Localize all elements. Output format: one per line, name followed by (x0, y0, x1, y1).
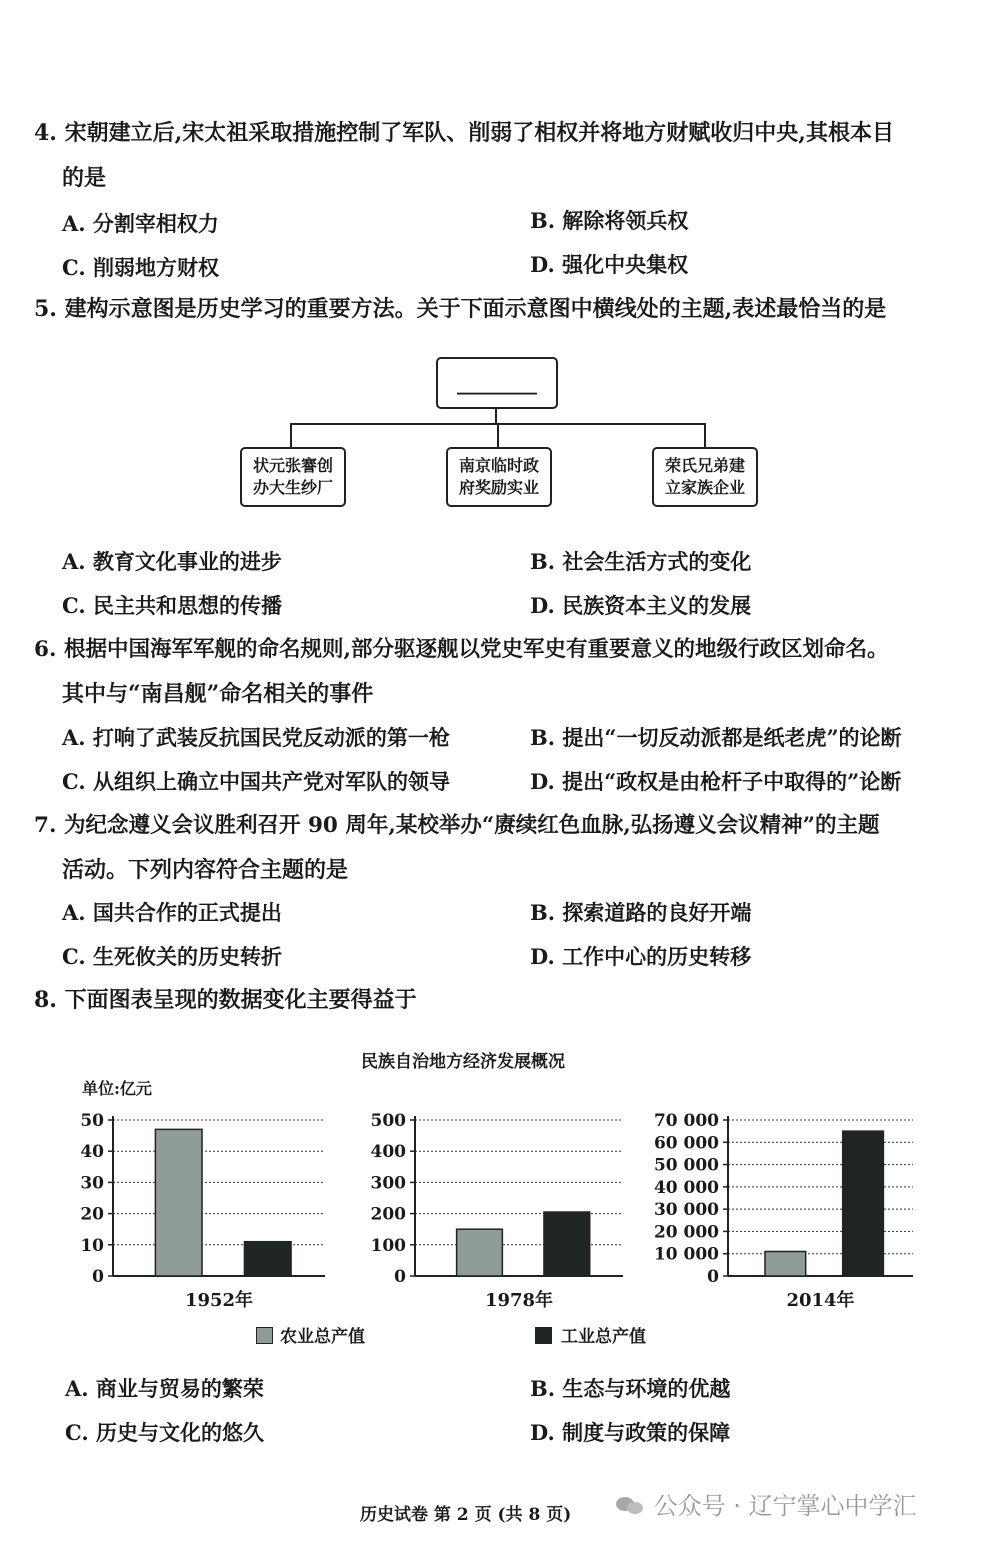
diagram-connector (497, 423, 499, 448)
option-4a[interactable]: A. 分割宰相权力 (62, 211, 219, 236)
diagram-root-box (436, 357, 558, 409)
chart-title: 民族自治地方经济发展概况 (361, 1052, 565, 1072)
y-tick-label: 20 (80, 1204, 104, 1225)
diagram-connector (495, 407, 497, 424)
bar-agriculture (765, 1251, 806, 1276)
option-7d[interactable]: D. 工作中心的历史转移 (530, 944, 752, 969)
option-7b[interactable]: B. 探索道路的良好开端 (530, 900, 752, 925)
bar-industry (244, 1242, 291, 1276)
y-tick-label: 60 000 (653, 1133, 719, 1154)
question-4-stem-line-2: 的是 (62, 165, 107, 191)
question-8-stem-line-1 (34, 985, 417, 1015)
option-4c[interactable]: C. 削弱地方财权 (62, 255, 219, 280)
question-number: 5. (34, 296, 57, 322)
option-6b[interactable]: B. 提出“一切反动派都是纸老虎”的论断 (530, 725, 902, 750)
question-number: 6. (34, 637, 57, 662)
y-tick-label: 10 (80, 1235, 104, 1256)
question-6-stem-line-2: 其中与“南昌舰”命名相关的事件 (62, 681, 374, 707)
option-5d[interactable]: D. 民族资本主义的发展 (530, 593, 752, 618)
x-axis-label: 1952年 (184, 1290, 254, 1311)
bar-industry (843, 1131, 884, 1276)
question-stem-text: 为纪念遵义会议胜利召开 90 周年,某校举办“赓续红色血脉,弘扬遵义会议精神”的主题 (63, 813, 880, 838)
option-5b[interactable]: B. 社会生活方式的变化 (530, 549, 752, 574)
diagram-connector (290, 423, 292, 448)
option-6a[interactable]: A. 打响了武装反抗国民党反动派的第一枪 (62, 725, 450, 750)
x-axis-label: 2014年 (786, 1290, 855, 1311)
option-4b[interactable]: B. 解除将领兵权 (530, 208, 689, 233)
y-tick-label: 50 (80, 1111, 104, 1131)
option-7c[interactable]: C. 生死攸关的历史转折 (62, 944, 282, 969)
y-tick-label: 500 (370, 1111, 406, 1131)
legend-label-agriculture: 农业总产值 (280, 1327, 365, 1347)
question-stem-text: 下面图表呈现的数据变化主要得益于 (64, 987, 417, 1013)
y-tick-label: 30 000 (653, 1200, 719, 1221)
question-stem-text: 根据中国海军军舰的命名规则,部分驱逐舰以党史军史有重要意义的地级行政区划命名。 (63, 637, 889, 662)
option-8d[interactable]: D. 制度与政策的保障 (530, 1420, 731, 1445)
wechat-icon (616, 1495, 646, 1517)
option-5c[interactable]: C. 民主共和思想的传播 (62, 593, 282, 618)
bar-industry (544, 1212, 590, 1276)
question-7-stem-line-2: 活动。下列内容符合主题的是 (62, 857, 349, 883)
question-number: 7. (34, 813, 57, 838)
question-5-stem-line-1 (34, 294, 886, 324)
bar-agriculture (457, 1229, 503, 1276)
legend-swatch-agriculture (256, 1327, 273, 1344)
y-tick-label: 0 (707, 1267, 719, 1287)
question-4-stem-line-1 (34, 118, 894, 148)
legend-label-industry: 工业总产值 (561, 1327, 646, 1347)
watermark (616, 1486, 917, 1521)
diagram-root-blank: ________ (457, 371, 537, 395)
y-tick-label: 50 000 (653, 1155, 719, 1176)
watermark-text: 公众号 · 辽宁掌心中学汇 (653, 1492, 917, 1520)
page-footer: 历史试卷 第 2 页 (共 8 页) (360, 1505, 572, 1525)
y-tick-label: 100 (370, 1235, 406, 1256)
diagram-child-box: 状元张謇创 办大生纱厂 (240, 447, 346, 507)
option-6d[interactable]: D. 提出“政权是由枪杆子中取得的”论断 (530, 769, 902, 794)
y-tick-label: 0 (92, 1267, 104, 1287)
bar-agriculture (155, 1129, 202, 1276)
question-stem-text: 建构示意图是历史学习的重要方法。关于下面示意图中横线处的主题,表述最恰当的是 (64, 296, 887, 322)
option-4d[interactable]: D. 强化中央集权 (530, 252, 689, 277)
diagram-connector (704, 423, 706, 448)
chart-unit-label: 单位:亿元 (82, 1079, 152, 1098)
y-tick-label: 10 000 (653, 1244, 719, 1265)
y-tick-label: 20 000 (653, 1222, 719, 1243)
y-tick-label: 40 000 (653, 1177, 719, 1198)
y-tick-label: 0 (394, 1267, 406, 1287)
y-tick-label: 400 (370, 1142, 406, 1163)
option-7a[interactable]: A. 国共合作的正式提出 (62, 900, 282, 925)
question-number: 8. (34, 987, 57, 1013)
option-5a[interactable]: A. 教育文化事业的进步 (62, 549, 282, 574)
diagram-child-box: 荣氏兄弟建 立家族企业 (652, 447, 758, 507)
option-6c[interactable]: C. 从组织上确立中国共产党对军队的领导 (62, 769, 450, 794)
question-stem-text: 宋朝建立后,宋太祖采取措施控制了军队、削弱了相权并将地方财赋收归中央,其根本目 (64, 120, 894, 146)
y-tick-label: 300 (370, 1173, 406, 1194)
y-tick-label: 200 (370, 1204, 406, 1225)
x-axis-label: 1978年 (484, 1290, 554, 1311)
y-tick-label: 40 (80, 1142, 104, 1163)
option-8a[interactable]: A. 商业与贸易的繁荣 (65, 1376, 264, 1401)
y-tick-label: 70 000 (653, 1111, 719, 1131)
question-number: 4. (34, 120, 57, 146)
y-tick-label: 30 (80, 1173, 104, 1194)
question-6-stem-line-1 (34, 635, 888, 665)
legend-swatch-industry (535, 1327, 552, 1344)
diagram-child-box: 南京临时政 府奖励实业 (446, 447, 552, 507)
option-8c[interactable]: C. 历史与文化的悠久 (65, 1420, 264, 1445)
question-7-stem-line-1 (34, 811, 880, 841)
option-8b[interactable]: B. 生态与环境的优越 (530, 1376, 731, 1401)
